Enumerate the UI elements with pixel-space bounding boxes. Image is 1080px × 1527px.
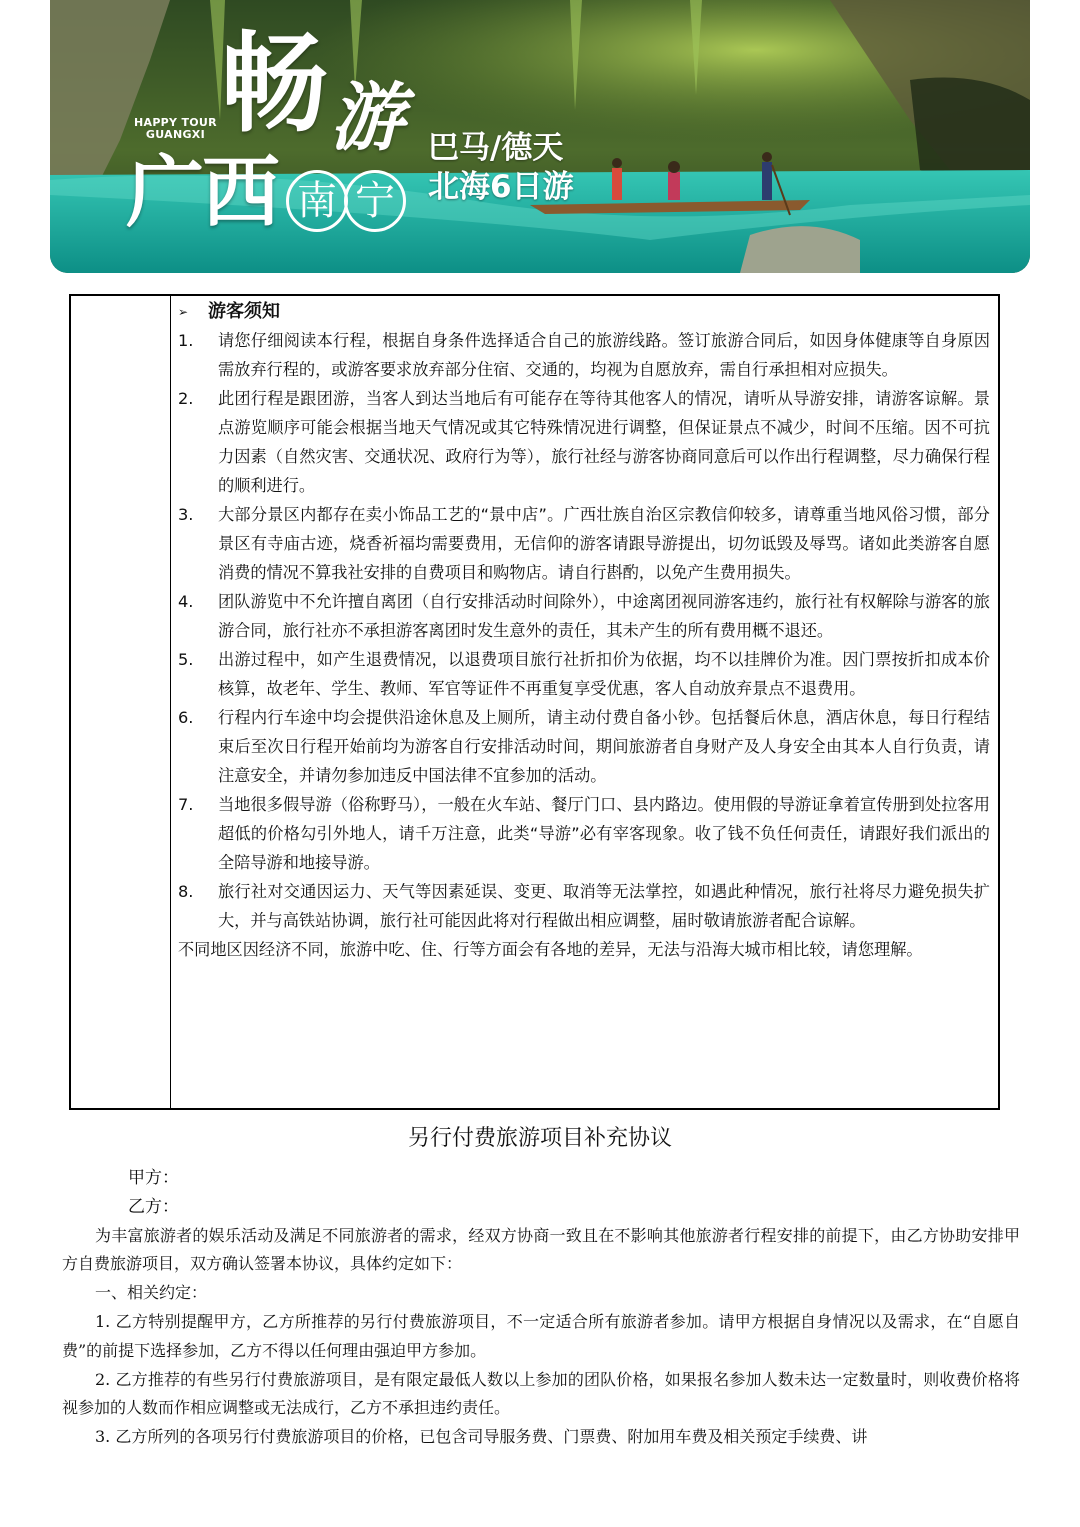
notice-item-text: 旅行社对交通因运力、天气等因素延误、变更、取消等无法掌控，如遇此种情况，旅行社将尽力避免损失扩大，并与高铁站协调，旅行社可能因此将对行程做出相应调整，届时敬请旅游者配合谅解。 [218,882,990,930]
notice-list [178,326,990,935]
title-ning: 宁 [344,170,406,232]
notice-item-text: 大部分景区内都存在卖小饰品工艺的“景中店”。广西壮族自治区宗教信仰较多，请尊重当地风俗习惯，部分景区有寺庙古迹，烧香祈福均需要费用，无信仰的游客请跟导游提出，切勿诋毁及辱骂。诸如此类游客自愿消费的情况不算我社安排的自费项目和购物店。请自行斟酌，以免产生费用损失。 [218,505,990,582]
notice-item [178,587,990,645]
notice-item [178,500,990,587]
notice-item-number: 7. [178,795,194,814]
notice-heading: ➢ 游客须知 [178,298,990,326]
notice-item [178,790,990,877]
notice-item-number: 3. [178,505,194,524]
notice-item-number: 8. [178,882,194,901]
agreement-intro: 为丰富旅游者的娱乐活动及满足不同旅游者的需求，经双方协商一致且在不影响其他旅游者行程安排的前提下，由乙方协助安排甲方自费旅游项目，双方确认签署本协议，具体约定如下： [62,1225,1020,1274]
agreement-body [62,1164,1020,1452]
notice-item-number: 2. [178,389,194,408]
agreement-title: 另行付费旅游项目补充协议 [407,1126,672,1151]
title-you: 游 [330,75,404,161]
notice-item-number: 6. [178,708,194,727]
notice-item [178,703,990,790]
table-column-divider [170,296,171,1108]
notice-item-number: 4. [178,592,194,611]
notice-footer: 不同地区因经济不同，旅游中吃、住、行等方面会有各地的差异，无法与沿海大城市相比较，请您理解。 [178,940,923,959]
notice-item [178,645,990,703]
subtitle-duration: 北海6日游 [428,169,574,205]
notice-content [178,298,990,964]
tour-banner [50,0,1030,273]
title-nanning [286,166,398,238]
notice-item-text: 请您仔细阅读本行程，根据自身条件选择适合自己的旅游线路。签订旅游合同后，如因身体健康等自身原因需放弃行程的，或游客要求放弃部分住宿、交通的，均视为自愿放弃，需自行承担相对应损失。 [218,331,990,379]
clause-1: 1. 乙方特别提醒甲方，乙方所推荐的另行付费旅游项目，不一定适合所有旅游者参加。请甲方根据自身情况以及需求，在“自愿自费”的前提下选择参加，乙方不得以任何理由强迫甲方参加。 [62,1311,1020,1360]
title-chang: 畅 [220,22,325,147]
notice-item-number: 1. [178,331,194,350]
notice-item-text: 当地很多假导游（俗称野马），一般在火车站、餐厅门口、县内路边。使用假的导游证拿着宣传册到处拉客用超低的价格勾引外地人，请千万注意，此类“导游”必有宰客现象。收了钱不负任何责任，请跟好我们派出的全陪导游和地接导游。 [218,795,990,872]
clause-3: 3. 乙方所列的各项另行付费旅游项目的价格，已包含司导服务费、门票费、附加用车费及相关预定手续费、讲 [95,1427,868,1447]
clause-2: 2. 乙方推荐的有些另行付费旅游项目，是有限定最低人数以上参加的团队价格，如果报名参加人数未达一定数量时，则收费价格将视参加的人数而作相应调整或无法成行，乙方不承担违约责任。 [62,1369,1020,1418]
notice-item [178,877,990,935]
party-b-label: 乙方： [128,1196,179,1217]
notice-item-number: 5. [178,650,194,669]
title-nan: 南 [286,170,348,232]
bullet-arrow-icon: ➢ [178,305,189,319]
notice-item [178,326,990,384]
happy-tour-logo: HAPPY TOUR GUANGXI [134,116,217,141]
subtitle-destinations: 巴马/德天 [428,130,564,166]
title-guangxi: 广西 [126,148,279,238]
notice-item [178,384,990,500]
notice-item-text: 团队游览中不允许擅自离团（自行安排活动时间除外），中途离团视同游客违约，旅行社有权解除与游客的旅游合同，旅行社亦不承担游客离团时发生意外的责任，其未产生的所有费用概不退还。 [218,592,990,640]
notice-item-text: 行程内行车途中均会提供沿途休息及上厕所，请主动付费自备小钞。包括餐后休息，酒店休息，每日行程结束后至次日行程开始前均为游客自行安排活动时间，期间旅游者自身财产及人身安全由其本人自行负责，请注意安全，并请勿参加违反中国法律不宜参加的活动。 [218,708,990,785]
notice-item-text: 此团行程是跟团游，当客人到达当地后有可能存在等待其他客人的情况，请听从导游安排，请游客谅解。景点游览顺序可能会根据当地天气情况或其它特殊情况进行调整，但保证景点不减少，时间不压缩。因不可抗力因素（自然灾害、交通状况、政府行为等），旅行社经与游客协商同意后可以作出行程调整，尽力确保行程的顺利进行。 [218,389,990,495]
party-a-label: 甲方： [128,1168,179,1188]
notice-item-text: 出游过程中，如产生退费情况，以退费项目旅行社折扣价为依据，均不以挂牌价为准。因门票按折扣成本价核算，故老年、学生、教师、军官等证件不再重复享受优惠，客人自动放弃景点不退费用。 [218,650,990,698]
section-heading: 一、相关约定： [95,1283,208,1303]
